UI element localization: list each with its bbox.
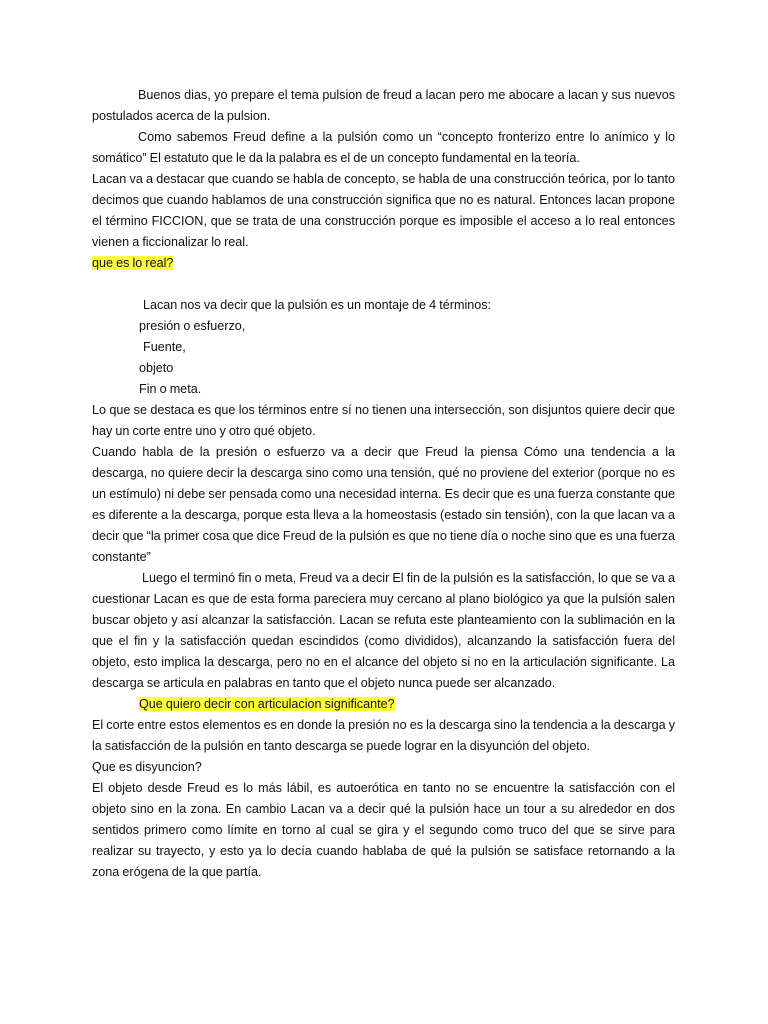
list-item: Fin o meta.: [139, 382, 202, 396]
paragraph-montaje: Lacan nos va decir que la pulsión es un montaje de 4 términos:: [143, 298, 492, 312]
paragraph-freud-definition: Como sabemos Freud define a la pulsión como un “concepto fronterizo entre lo anímico y lo somático” El estatuto que le da la palabra es el de un concepto fundamental en la teoría.: [92, 130, 675, 165]
paragraph-disjuntos: Lo que se destaca es que los términos entre sí no tienen una intersección, son disjuntos quiere decir que hay un corte entre uno y otro qué objeto.: [92, 403, 675, 438]
highlighted-question: que es lo real?: [92, 256, 174, 270]
paragraph-presion: Cuando habla de la presión o esfuerzo va a decir que Freud la piensa Cómo una tendencia a la descarga, no quiere decir la descarga sino como una tensión, qué no proviene del exterior (porque no es un estímulo) ni debe ser pensada como una necesidad interna. Es decir que es una fuerza constante que es diferente a la descarga, porque esta lleva a la homeostasis (estado sin tensión), con la que lacan va a decir que “la primer cosa que dice Freud de la pulsión es que no tiene día o noche sino que es una fuerza constante”: [92, 445, 675, 564]
document-body: [92, 85, 675, 883]
paragraph-intro: Buenos dias, yo prepare el tema pulsion de freud a lacan pero me abocare a lacan y sus nuevos postulados acerca de la pulsion.: [92, 88, 675, 123]
list-item: Fuente,: [143, 340, 186, 354]
paragraph-objeto: El objeto desde Freud es lo más lábil, es autoerótica en tanto no se encuentre la satisfacción con el objeto sino en la zona. En cambio Lacan va a decir qué la pulsión hace un tour a su alrededor en dos sentidos primero como límite en torno al cual se gira y el segundo como truco del que se sirve para realizar su trayecto, y esto ya lo decía cuando hablaba de qué la pulsión se satisface retornando a la zona erógena de la que partía.: [92, 781, 675, 879]
question-real: [92, 253, 675, 274]
paragraph-lacan-construction: Lacan va a destacar que cuando se habla de concepto, se habla de una construcción teórica, por lo tanto decimos que cuando hablamos de una construcción significa que no es natural. Entonces lacan propone el término FICCION, que se trata de una construcción porque es imposible el acceso a lo real entonces vienen a ficcionalizar lo real.: [92, 172, 675, 249]
list-item: objeto: [139, 361, 174, 375]
highlighted-question: Que quiero decir con articulacion significante?: [139, 697, 395, 711]
question-articulacion: [92, 694, 675, 715]
paragraph-fin-meta: Luego el terminó fin o meta, Freud va a decir El fin de la pulsión es la satisfacción, lo que se va a cuestionar Lacan es que de esta forma pareciera muy cercano al plano biológico ya que la pulsión salen buscar objeto y así alcanzar la satisfacción. Lacan se refuta este planteamiento con la sublimación en la que el fin y la satisfacción quedan escindidos (como divididos), alcanzando la satisfacción fuera del objeto, esto implica la descarga, pero no en el alcance del objeto si no en la articulación significante. La descarga se articula en palabras en tanto que el objeto nunca puede ser alcanzado.: [92, 571, 675, 690]
paragraph-corte: El corte entre estos elementos es en donde la presión no es la descarga sino la tendencia a la descarga y la satisfacción de la pulsión en tanto descarga se puede lograr en la disyunción del objeto.: [92, 718, 675, 753]
question-disyuncion: Que es disyuncion?: [92, 760, 202, 774]
blank-line: [92, 274, 675, 295]
list-item: presión o esfuerzo,: [139, 319, 246, 333]
